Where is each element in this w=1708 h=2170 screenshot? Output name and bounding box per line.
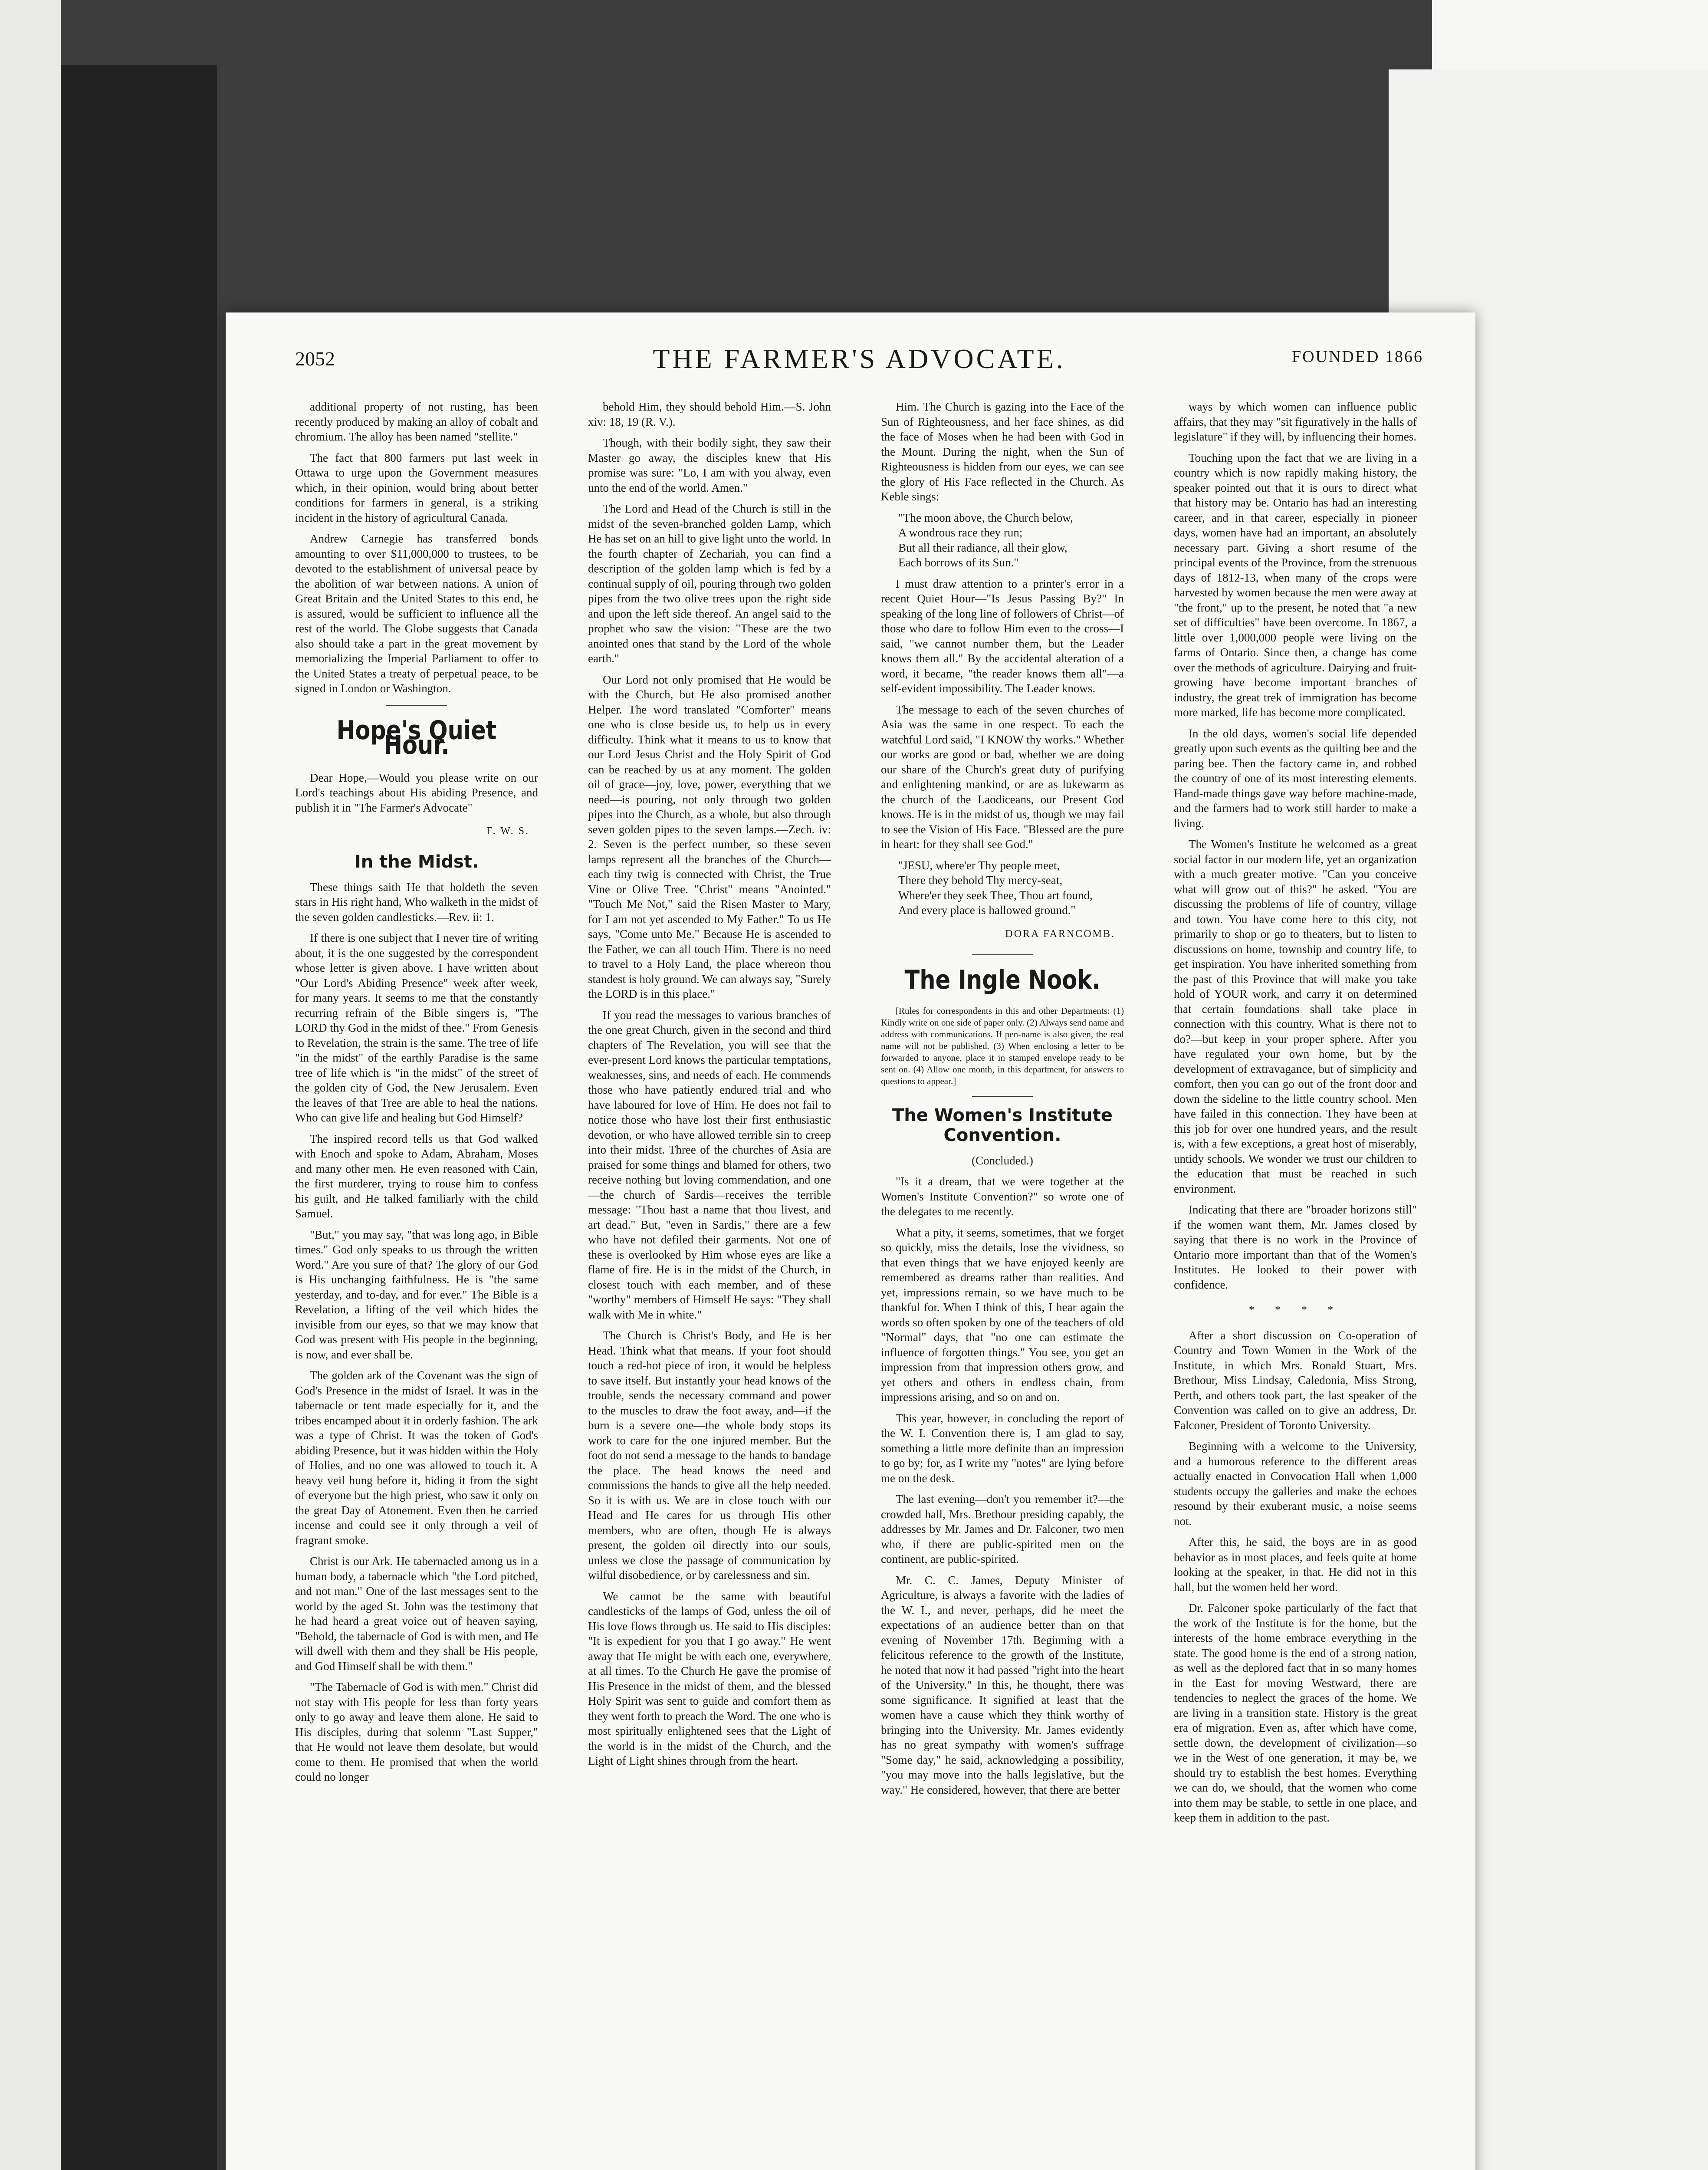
paragraph: "Is it a dream, that we were together at the Women's Institute Convention?" so wrote one of the delegates to me recently. (881, 1175, 1124, 1218)
paragraph: We cannot be the same with beautiful candlesticks of the lamps of God, unless the oil of His love flows through us. He said to His disciples: "It is expedient for you that I go away." He went away that He might be with each one, everywhere, at all times. To the Church He gave the promise of His Presence in the midst of them, and the blessed Holy Spirit was sent to guide and comfort them as they went forth to preach the Word. The one who is most spiritually enlightened sees that the Light of the world is in the midst of the Church, and the Light of Light shines through from the heart. (588, 1589, 831, 1767)
paragraph: The message to each of the seven churches of Asia was the same in one respect. To each the watchful Lord said, "I KNOW thy works." Whether our works are good or bad, whether we are doing our share of the Church's great duty of purifying and enlightening mankind, or are as lukewarm as the church of the Laodiceans, our Present God knows. He is in the midst of us, though we may fail to see the Vision of His Face. "Blessed are the pure in heart: for they shall see God." (881, 703, 1124, 851)
poem-line: "The moon above, the Church below, (898, 511, 1073, 524)
womens-institute-heading: The Women's Institute Convention. (892, 1105, 1113, 1145)
scripture-quote: These things saith He that holdeth the seven stars in His right hand, Who walketh in the midst of the seven golden candlesticks.—Rev. ii: 1. (295, 880, 538, 924)
poem (881, 858, 1124, 918)
concluded-note: (Concluded.) (972, 1154, 1033, 1167)
paragraph: The last evening—don't you remember it?—the crowded hall, Mrs. Brethour presiding capably, the addresses by Mr. James and Dr. Falconer, two men who, if there are public-spirited men on the continent, are public-spirited. (881, 1493, 1124, 1565)
paragraph: additional property of not rusting, has been recently produced by making an alloy of cobalt and chromium. The alloy has been named "stellite." (295, 400, 538, 443)
newspaper-page (226, 312, 1475, 2170)
paragraph: The fact that 800 farmers put last week in Ottawa to urge upon the Government measures which, in their opinion, would bring about better conditions for farmers in general, is a striking incident in the history of agricultural Canada. (295, 451, 538, 524)
page-number: 2052 (295, 348, 335, 370)
paragraph: After a short discussion on Co-operation of Country and Town Women in the Work of the Institute, in which Mrs. Ronald Stuart, Mrs. Brethour, Miss Lindsay, Caledonia, Miss Strong, Perth, and others took part, the last speaker of the Convention was called on to give an address, Dr. Falconer, President of Toronto University. (1174, 1328, 1417, 1432)
paragraph: Indicating that there are "broader horizons still" if the women want them, Mr. James closed by saying that there is no work in the Province of Ontario more important than that of the Women's Institutes. He looked to their power with confidence. (1174, 1203, 1417, 1291)
paragraph: Beginning with a welcome to the University, and a humorous reference to the different areas actually enacted in Convocation Hall when 1,000 students occupy the galleries and make the echoes resound by their exuberant music, a noise seems not. (1174, 1440, 1417, 1528)
poem-line: But all their radiance, all their glow, (898, 541, 1068, 554)
paragraph: Our Lord not only promised that He would be with the Church, but He also promised another Helper. The word translated "Comforter" means one who is close beside us, to help us in every difficulty. Think what it means to us to know that our Lord Jesus Christ and the Holy Spirit of God can be reached by us at any moment. The golden oil of grace—joy, love, power, everything that we need—is pouring, not only through two golden pipes into the Church, as a whole, but also through seven golden pipes to the seven lamps.—Zech. iv: 2. Seven is the perfect number, so these seven lamps represent all the branches of the Church—each tiny twig is connected with Christ, the True Vine or Olive Tree. "Christ" means "Anointed." "Touch Me Not," said the Risen Master to Mary, for I am not yet ascended to My Father." To us He says, "Come unto Me." Because He is ascended to the Father, we can all touch Him. There is no need to travel to a Holy Land, the place whereon thou standest is holy ground. We can always say, "Surely the LORD is in this place." (588, 673, 831, 1000)
paragraph: "The Tabernacle of God is with men." Christ did not stay with His people for less than forty years only to go away and leave them alone. He said to His disciples, during that solemn "Last Supper," that He would not leave them desolate, but would come to them. He promised that when the world could no longer (295, 1680, 538, 1783)
paragraph: Touching upon the fact that we are living in a country which is now rapidly making history, the speaker pointed out that it is ours to direct what that history may be. Ontario has had an interesting career, and in that career, especially in pioneer days, women have had an important, an absolutely necessary part. Giving a short resume of the principal events of the Province, from the strenuous days of 1812-13, when many of the crops were harvested by women because the men were away at "the front," up to the present, he noted that "a new set of difficulties" have been overcome. In 1867, a little over 1,000,000 people were living on the farms of Ontario. Since then, a change has come over the methods of agriculture. Dairying and fruit-growing have become important branches of industry, the great trek of immigration has become more marked, life has become more complicated. (1174, 451, 1417, 719)
paragraph: Mr. C. C. James, Deputy Minister of Agriculture, is always a favorite with the ladies of the W. I., and never, perhaps, did he meet the expectations of an audience better than on that evening of November 17th. Beginning with a felicitous reference to the growth of the Institute, he noted that now it had passed "right into the heart of the University." In this, he thought, there was some significance. It signified at least that the women have a cause which they think worthy of bringing into the University. Mr. James evidently has no great sympathy with women's suffrage "Some day," he said, acknowledging a possibility, "you may move into the halls legislative, but the way." He considered, however, that there are better (881, 1573, 1124, 1796)
founded-line: FOUNDED 1866 (1291, 348, 1423, 366)
poem (881, 510, 1124, 570)
page-header (295, 343, 1423, 382)
poem-line: And every place is hallowed ground." (898, 904, 1076, 917)
letter-signature: F. W. S. (486, 825, 529, 837)
poem-line: A wondrous race they run; (898, 526, 1023, 539)
section-break-stars: * * * * (1248, 1303, 1342, 1316)
paragraph: In the old days, women's social life depended greatly upon such events as the quilting bee and the paring bee. Then the factory came in, and robbed the country of one of its most interesting elements. Hand-made things gave way before machine-made, and the farmers had to work still harder to make a living. (1174, 727, 1417, 830)
in-the-midst-heading: In the Midst. (354, 852, 479, 872)
reader-letter: Dear Hope,—Would you please write on our Lord's teachings about His abiding Presence, and publish it in "The Farmer's Advocate" (295, 771, 538, 814)
divider (972, 954, 1033, 955)
paragraph: "But," you may say, "that was long ago, in Bible times." God only speaks to us through the written Word." Are you sure of that? The glory of our God is His unchanging faithfulness. He is "the same yesterday, and to-day, and for ever." The Bible is a Revelation, a lifting of the veil which hides the invisible from our eyes, so that we may know that God was present with His people in the beginning, is now, and ever shall be. (295, 1228, 538, 1361)
scanner-clip-shadow (1319, 2153, 1675, 2170)
paragraph: behold Him, they should behold Him.—S. John xiv: 18, 19 (R. V.). (588, 400, 831, 428)
scan-background-left (0, 0, 61, 2170)
poem-line: There they behold Thy mercy-seat, (898, 874, 1063, 887)
poem-line: "JESU, where'er Thy people meet, (898, 858, 1060, 872)
ingle-nook-heading: The Ingle Nook. (904, 965, 1100, 995)
paragraph: This year, however, in concluding the report of the W. I. Convention there is, I am glad to say, something a little more definite than an impression to go by; for, as I write my "notes" are lying before me on the desk. (881, 1411, 1124, 1485)
divider (972, 1096, 1033, 1097)
column-4 (1174, 399, 1417, 1831)
author-signature: DORA FARNCOMB. (1005, 928, 1115, 940)
scan-shadow-strip (61, 65, 217, 2170)
paragraph: Andrew Carnegie has transferred bonds amounting to over $11,000,000 to trustees, to be devoted to the establishment of universal peace by the abolition of war between nations. A union of Great Britain and the United States to this end, he is assured, would be sufficient to influence all the rest of the world. The Globe suggests that Canada also should take a part in the great movement by memorializing the Imperial Parliament to offer to the United States a treaty of perpetual peace, to be signed in London or Washington. (295, 532, 538, 695)
paragraph: If you read the messages to various branches of the one great Church, given in the second and third chapters of The Revelation, you will see that the ever-present Lord knows the particular temptations, weaknesses, sins, and needs of each. He commends those who have patiently endured trial and who have laboured for love of Him. He does not fail to notice those who have lost their first enthusiastic devotion, or who have allowed terrible sin to creep into their midst. Three of the churches of Asia are praised for some things and blamed for others, two receive nothing but loving commendation, and one—the church of Sardis—receives the terrible message: "Thou hast a name that thou livest, and art dead." But, "even in Sardis," there are a few who have not defiled their garments. Not one of these is overlooked by Him whose eyes are like a flame of fire. He is in the midst of the Church, in closest touch with each member, and of these "worthy" members of Himself He says: "They shall walk with Me in white." (588, 1008, 831, 1321)
paragraph: What a pity, it seems, sometimes, that we forget so quickly, miss the details, lose the vividness, so that even things that we have enjoyed keenly are remembered as dreams rather than realities. And yet, impressions remain, so we have much to be thankful for. When I think of this, I hear again the words so often spoken by one of the teachers of old "Normal" days, that "no one can estimate the influence of forgotten things." You see, you get an impression from that impression others grow, and yet others and others in endless chain, from impressions arising, and so on and on. (881, 1226, 1124, 1404)
paragraph: If there is one subject that I never tire of writing about, it is the one suggested by the correspondent whose letter is given above. I have written about "Our Lord's Abiding Presence" week after week, for many years. It seems to me that the constantly recurring refrain of the Bible singers is, "The LORD thy God in the midst of thee." From Genesis to Revelation, the strain is the same. The tree of life "in the midst" of the earthly Paradise is the same tree of life which is "in the midst" of the street of the golden city of God, the New Jerusalem. Even the leaves of that Tree are able to heal the nations. Who can give life and healing but God Himself? (295, 931, 538, 1124)
paragraph: After this, he said, the boys are in as good behavior as in most places, and feels quite at home looking at the speaker, in that. He did not in this hall, but the women held her word. (1174, 1535, 1417, 1594)
poem-line: Each borrows of its Sun." (898, 556, 1019, 569)
paragraph: Though, with their bodily sight, they saw their Master go away, the disciples knew that His promise was sure: "Lo, I am with you alway, even unto the end of the world. Amen." (588, 436, 831, 494)
paragraph: The Lord and Head of the Church is still in the midst of the seven-branched golden Lamp, which He has set on an hill to give light unto the world. In the fourth chapter of Zechariah, you can find a description of the golden lamp which is fed by a continual supply of oil, pouring through two golden pipes from the two olive trees upon the right side and upon the left side thereof. An angel said to the prophet who saw the vision: "These are the two anointed ones that stand by the Lord of the whole earth." (588, 502, 831, 665)
paragraph: Him. The Church is gazing into the Face of the Sun of Righteousness, and her face shines, as did the face of Moses when he had been with God in the Mount. During the night, when the Sun of Righteousness is hidden from our eyes, we can see the glory of His Face reflected in the Church. As Keble sings: (881, 400, 1124, 503)
paragraph: The Women's Institute he welcomed as a great social factor in our modern life, yet an organization with a much greater motive. "Can you conceive what will grow out of this?" he asked. "You are discussing the problems of life of country, village and town. You have come here to this city, not primarily to shop or go to theaters, but to listen to discussions on home, township and country life, to get inspiration. You have inherited something from the past of this Province that will make you take hold of YOUR work, and carry it on determined that certain foundations shall take place in connection with this country. What is there not to do?—but keep in your proper sphere. After you have regulated your own home, but by the development of extravagance, but of simplicity and comfort, then you can go out of the front door and down the sideline to the little country school. Men have failed in this connection. They have been at this job for over one hundred years, and the result is, with a few exceptions, a great host of miserably, untidy schools. We wonder we trust our children to the education that must be reached in such environment. (1174, 838, 1417, 1195)
column-1 (295, 399, 538, 1791)
poem-line: Where'er they seek Thee, Thou art found, (898, 888, 1093, 902)
paragraph: The golden ark of the Covenant was the sign of God's Presence in the midst of Israel. It was in the tabernacle or tent made especially for it, and the tribes encamped about it in orderly fashion. The ark was a type of Christ. It was the token of God's abiding Presence, but it was hidden within the Holy of Holies, and no one was allowed to touch it. A heavy veil hung before it, hiding it from the sight of everyone but the high priest, who saw it only on the great Day of Atonement. Even then he carried incense and could see it only through a veil of fragrant smoke. (295, 1369, 538, 1547)
masthead-title: THE FARMER'S ADVOCATE. (653, 343, 1066, 374)
divider (386, 705, 447, 706)
hope-quiet-hour-heading: Hope's Quiet Hour. (336, 715, 497, 760)
paragraph: ways by which women can influence public affairs, that they may "sit figuratively in the halls of legislature" if they will, by influencing their homes. (1174, 400, 1417, 443)
paragraph: The inspired record tells us that God walked with Enoch and spoke to Adam, Abraham, Moses and many other men. He even reasoned with Cain, the first murderer, trying to rouse him to confess his guilt, and He talked familiarly with the child Samuel. (295, 1132, 538, 1220)
column-3 (881, 399, 1124, 1803)
correspondent-rules: [Rules for correspondents in this and other Departments: (1) Kindly write on one side of paper only. (2) Always send name and address with communications. If pen-name is also given, the real name will not be published. (3) When enclosing a letter to be forwarded to anyone, place it in stamped envelope ready to be sent on. (4) Allow one month, in this department, for answers to questions to appear.] (881, 1005, 1124, 1086)
paragraph: Dr. Falconer spoke particularly of the fact that the work of the Institute is for the home, but the interests of the home embrace everything in the state. The good home is the end of a strong nation, as well as the deplored fact that in so many homes in the East for moving Westward, there are tendencies to neglect the graces of the home. We are living in a transition state. History is the great era of migration. Even as, after which have come, settle down, the development of civilization—so we in the West of one generation, it may be, we should try to establish the best homes. Everything we can do, we should, that the women who come into them may be stable, to settle in one place, and keep them in addition to the past. (1174, 1601, 1417, 1824)
column-2 (588, 399, 831, 1775)
paragraph: Christ is our Ark. He tabernacled among us in a human body, a tabernacle which "the Lord pitched, and not man." One of the last messages sent to the world by the aged St. John was the testimony that he had heard a great voice out of heaven saying, "Behold, the tabernacle of God is with men, and He will dwell with them and they shall be His people, and God Himself shall be with them." (295, 1555, 538, 1673)
paragraph: The Church is Christ's Body, and He is her Head. Think what that means. If your foot should touch a red-hot piece of iron, it would be helpless to save itself. But instantly your head knows of the trouble, sends the necessary command and power to the muscles to draw the foot away, and—if the burn is a severe one—the whole body stops its work to care for the one injured member. But the foot do not send a message to the hands to bandage the place. The head knows the need and commissions the hands to give all the help needed. So it is with us. We are in close touch with our Head and He cares for us through His other members, who are often, though He is always present, the golden oil directly into our souls, unless we close the passage of communication by wilful disobedience, or by carelessness and sin. (588, 1329, 831, 1581)
paragraph: I must draw attention to a printer's error in a recent Quiet Hour—"Is Jesus Passing By?" In speaking of the long line of followers of Christ—of those who dare to follow Him even to the cross—I said, "we cannot number them, but the Leader knows them all." By the accidental alteration of a word, it became, "the reader knows them all"—a self-evident impossibility. The Leader knows. (881, 577, 1124, 695)
